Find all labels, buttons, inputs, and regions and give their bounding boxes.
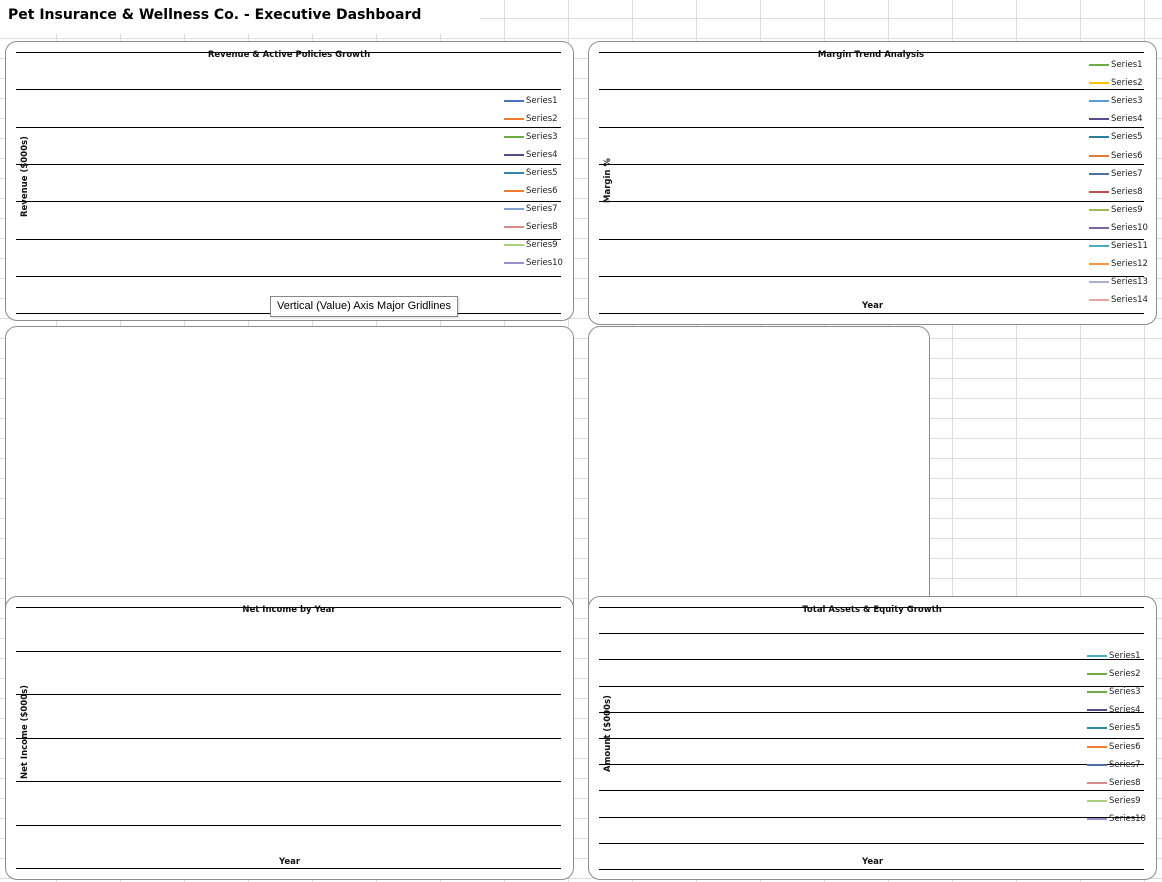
legend-item[interactable] — [1089, 294, 1157, 306]
legend-item[interactable] — [504, 203, 574, 215]
legend-item[interactable] — [1089, 131, 1157, 143]
legend-label: Series5 — [1109, 723, 1141, 734]
legend-item[interactable] — [1089, 204, 1157, 216]
legend-swatch — [1087, 691, 1107, 693]
margin-chart-title[interactable]: Margin Trend Analysis — [817, 50, 925, 60]
legend-item[interactable] — [1087, 759, 1157, 771]
legend-label: Series4 — [1109, 705, 1141, 716]
legend-label: Series4 — [1111, 114, 1143, 125]
legend-swatch — [1089, 281, 1109, 283]
legend-label: Series7 — [1111, 168, 1143, 179]
gridline[interactable] — [16, 825, 561, 826]
gridline[interactable] — [16, 127, 561, 128]
legend-item[interactable] — [504, 185, 574, 197]
gridline[interactable] — [599, 790, 1144, 791]
gridline[interactable] — [16, 868, 561, 869]
gridline[interactable] — [16, 164, 561, 165]
legend-swatch — [1087, 818, 1107, 820]
legend-item[interactable] — [504, 95, 574, 107]
gridline[interactable] — [16, 239, 561, 240]
legend-swatch — [1089, 227, 1109, 229]
legend-swatch — [504, 244, 524, 246]
legend-item[interactable] — [1087, 686, 1157, 698]
legend-item[interactable] — [1087, 650, 1157, 662]
legend-label: Series6 — [526, 186, 558, 196]
gridline[interactable] — [599, 164, 1144, 165]
gridline[interactable] — [599, 843, 1144, 844]
legend-item[interactable] — [1089, 150, 1157, 162]
legend-label: Series4 — [526, 150, 558, 160]
legend-swatch — [1087, 800, 1107, 802]
legend-swatch — [1087, 709, 1107, 711]
legend-label: Series6 — [1109, 741, 1141, 752]
legend-swatch — [1089, 82, 1109, 84]
gridline[interactable] — [16, 651, 561, 652]
legend-label: Series12 — [1111, 259, 1148, 270]
legend-label: Series1 — [1109, 651, 1141, 661]
net-income-y-axis-title[interactable]: Net Income ($000s) — [20, 684, 30, 779]
legend-swatch — [1089, 263, 1109, 265]
legend-label: Series13 — [1111, 277, 1148, 288]
title-cell[interactable] — [0, 0, 480, 34]
revenue-legend[interactable] — [504, 42, 574, 320]
net-income-gridlines[interactable] — [16, 597, 561, 879]
legend-label: Series9 — [526, 240, 558, 250]
legend-swatch — [1089, 245, 1109, 247]
legend-swatch — [504, 136, 524, 138]
legend-swatch — [504, 190, 524, 192]
gridline[interactable] — [599, 633, 1144, 634]
legend-item[interactable] — [1089, 276, 1157, 288]
legend-swatch — [1089, 299, 1109, 301]
legend-swatch — [1087, 727, 1107, 729]
legend-label: Series7 — [1109, 759, 1141, 770]
legend-label: Series1 — [1111, 60, 1143, 70]
legend-item[interactable] — [1089, 168, 1157, 180]
legend-item[interactable] — [1087, 704, 1157, 716]
legend-swatch — [1089, 155, 1109, 157]
revenue-chart[interactable] — [5, 41, 574, 321]
legend-item[interactable] — [1089, 59, 1157, 71]
empty-chart-area-right[interactable] — [588, 326, 930, 628]
legend-item[interactable] — [504, 221, 574, 233]
legend-label: Series8 — [1109, 777, 1141, 788]
legend-swatch — [1089, 118, 1109, 120]
revenue-y-axis-title[interactable]: Revenue ($000s) — [20, 136, 30, 217]
legend-item[interactable] — [504, 131, 574, 143]
legend-item[interactable] — [504, 167, 574, 179]
margin-y-axis-title[interactable]: Margin % — [603, 158, 613, 203]
legend-item[interactable] — [1089, 240, 1157, 252]
legend-item[interactable] — [1089, 95, 1157, 107]
legend-label: Series6 — [1111, 150, 1143, 161]
legend-label: Series1 — [526, 96, 558, 106]
legend-item[interactable] — [1087, 777, 1157, 789]
legend-label: Series3 — [1109, 687, 1141, 698]
gridline[interactable] — [599, 712, 1144, 713]
gridline[interactable] — [599, 89, 1144, 90]
legend-swatch — [1089, 191, 1109, 193]
legend-item[interactable] — [1089, 77, 1157, 89]
legend-item[interactable] — [504, 113, 574, 125]
net-income-x-axis-title[interactable]: Year — [279, 857, 301, 867]
legend-label: Series10 — [1109, 813, 1146, 824]
legend-swatch — [504, 208, 524, 210]
assets-chart[interactable] — [588, 596, 1157, 880]
legend-swatch — [504, 154, 524, 156]
sheet-title: Pet Insurance & Wellness Co. - Executive Dashboard — [8, 7, 422, 23]
legend-label: Series14 — [1111, 295, 1148, 306]
legend-item[interactable] — [1087, 668, 1157, 680]
legend-swatch — [1089, 173, 1109, 175]
legend-swatch — [504, 262, 524, 264]
legend-swatch — [1089, 64, 1109, 66]
legend-swatch — [1087, 782, 1107, 784]
legend-label: Series10 — [1111, 222, 1148, 233]
gridline[interactable] — [599, 127, 1144, 128]
net-income-chart[interactable] — [5, 596, 574, 880]
assets-legend[interactable] — [1087, 597, 1157, 879]
legend-swatch — [1089, 136, 1109, 138]
assets-x-axis-title[interactable]: Year — [862, 857, 884, 867]
gridline[interactable] — [599, 817, 1144, 818]
legend-swatch — [1089, 100, 1109, 102]
gridline[interactable] — [16, 201, 561, 202]
margin-gridlines[interactable] — [599, 42, 1144, 324]
gridline[interactable] — [16, 694, 561, 695]
gridline[interactable] — [599, 201, 1144, 202]
gridline[interactable] — [599, 764, 1144, 765]
legend-swatch — [504, 100, 524, 102]
legend-item[interactable] — [504, 149, 574, 161]
gridline[interactable] — [599, 313, 1144, 314]
legend-swatch — [1087, 655, 1107, 657]
legend-swatch — [1087, 764, 1107, 766]
legend-label: Series9 — [1111, 204, 1143, 215]
legend-label: Series10 — [526, 258, 563, 268]
legend-item[interactable] — [504, 257, 574, 269]
assets-chart-title[interactable]: Total Assets & Equity Growth — [802, 605, 942, 615]
revenue-chart-title[interactable]: Revenue & Active Policies Growth — [207, 50, 371, 60]
legend-item[interactable] — [1089, 258, 1157, 270]
legend-label: Series9 — [1109, 795, 1141, 806]
legend-label: Series2 — [1111, 78, 1143, 89]
legend-swatch — [504, 172, 524, 174]
legend-item[interactable] — [1089, 113, 1157, 125]
gridline[interactable] — [16, 781, 561, 782]
legend-item[interactable] — [504, 239, 574, 251]
legend-item[interactable] — [1089, 186, 1157, 198]
gridlines-tooltip: Vertical (Value) Axis Major Gridlines — [270, 296, 458, 317]
gridline[interactable] — [599, 276, 1144, 277]
legend-swatch — [1087, 673, 1107, 675]
legend-item[interactable] — [1089, 222, 1157, 234]
gridline[interactable] — [599, 239, 1144, 240]
legend-swatch — [504, 226, 524, 228]
legend-label: Series2 — [526, 114, 558, 124]
gridline[interactable] — [16, 276, 561, 277]
net-income-chart-title[interactable]: Net Income by Year — [242, 605, 336, 615]
legend-swatch — [1087, 746, 1107, 748]
legend-label: Series3 — [1111, 96, 1143, 107]
margin-chart[interactable] — [588, 41, 1157, 325]
gridline[interactable] — [599, 869, 1144, 870]
gridline[interactable] — [16, 738, 561, 739]
legend-label: Series11 — [1111, 241, 1148, 251]
legend-swatch — [504, 118, 524, 120]
legend-item[interactable] — [1087, 722, 1157, 734]
legend-label: Series3 — [526, 132, 558, 142]
gridline[interactable] — [599, 738, 1144, 739]
legend-item[interactable] — [1087, 813, 1157, 825]
legend-label: Series8 — [526, 222, 558, 232]
legend-swatch — [1089, 209, 1109, 211]
margin-x-axis-title[interactable]: Year — [862, 301, 884, 311]
legend-label: Series8 — [1111, 186, 1143, 197]
assets-gridlines[interactable] — [599, 597, 1144, 879]
legend-item[interactable] — [1087, 741, 1157, 753]
assets-y-axis-title[interactable]: Amount ($000s) — [603, 695, 613, 772]
revenue-gridlines[interactable] — [16, 42, 561, 320]
legend-label: Series7 — [526, 204, 558, 214]
margin-legend[interactable] — [1089, 42, 1157, 324]
gridline[interactable] — [599, 686, 1144, 687]
empty-chart-area-left[interactable] — [5, 326, 574, 628]
legend-item[interactable] — [1087, 795, 1157, 807]
gridline[interactable] — [16, 89, 561, 90]
gridline[interactable] — [599, 659, 1144, 660]
legend-label: Series5 — [1111, 132, 1143, 143]
legend-label: Series2 — [1109, 669, 1141, 680]
legend-label: Series5 — [526, 168, 558, 178]
